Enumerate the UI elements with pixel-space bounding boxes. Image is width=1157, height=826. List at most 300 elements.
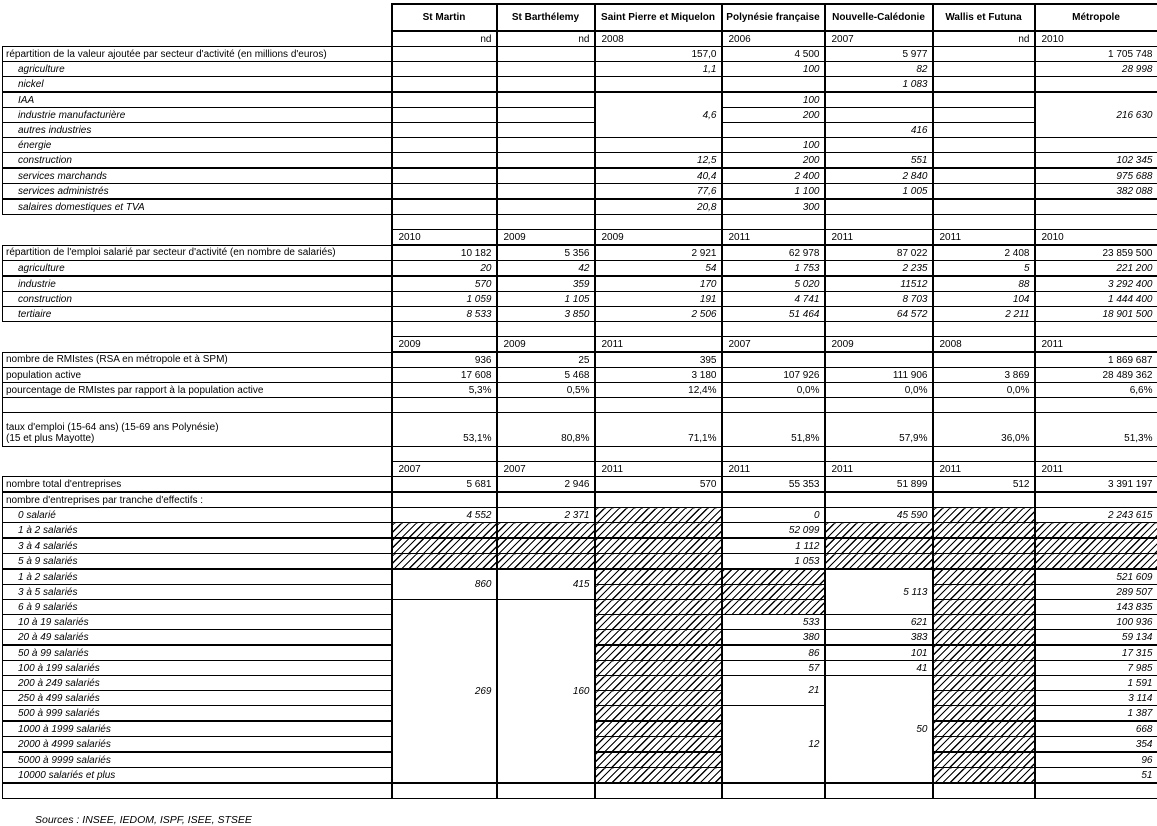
cell: 2011 [595, 337, 722, 353]
cell: 2010 [1035, 230, 1157, 246]
cell: 57,9% [825, 413, 933, 447]
cell [497, 138, 595, 153]
cell: 8 703 [825, 292, 933, 307]
hatched-cell [497, 538, 595, 554]
cell [1035, 322, 1157, 337]
cell: 1 591 [1035, 676, 1157, 691]
cell: 2 235 [825, 261, 933, 277]
table-row [3, 108, 1157, 123]
hatched-cell [933, 523, 1035, 539]
hatched-cell [595, 691, 722, 706]
cell: 7 985 [1035, 661, 1157, 676]
cell: 1,1 [595, 62, 722, 77]
hatched-cell [825, 554, 933, 570]
cell: 12,5 [595, 153, 722, 169]
cell: 1 705 748 [1035, 47, 1157, 62]
cell: 1 112 [722, 538, 825, 554]
table-row [3, 92, 1157, 108]
cell [392, 77, 497, 93]
cell: 143 835 [1035, 600, 1157, 615]
cell: 2007 [722, 337, 825, 353]
row-label: construction [3, 292, 392, 307]
table-row [3, 508, 1157, 523]
cell: 354 [1035, 737, 1157, 753]
row-label: tertiaire [3, 307, 392, 322]
cell: 4 552 [392, 508, 497, 523]
cell [392, 108, 497, 123]
cell [497, 215, 595, 230]
cell: 2 243 615 [1035, 508, 1157, 523]
hatched-cell [933, 661, 1035, 676]
cell [595, 783, 722, 799]
cell: 0,0% [825, 383, 933, 398]
row-label [3, 447, 392, 462]
row-label: répartition de l'emploi salarié par secteur d'activité (en nombre de salariés) [3, 245, 392, 261]
cell [825, 492, 933, 508]
row-label: 2000 à 4999 salariés [3, 737, 392, 753]
cell: 5 468 [497, 368, 595, 383]
cell: 55 353 [722, 477, 825, 493]
row-label: services administrés [3, 184, 392, 200]
cell: 860 [392, 569, 497, 600]
cell [825, 108, 933, 123]
table-row [3, 538, 1157, 554]
cell: 533 [722, 615, 825, 630]
cell [825, 199, 933, 215]
hatched-cell [497, 554, 595, 570]
table-row [3, 307, 1157, 322]
row-label: salaires domestiques et TVA [3, 199, 392, 215]
cell: 36,0% [933, 413, 1035, 447]
cell: 975 688 [1035, 168, 1157, 184]
cell [933, 108, 1035, 123]
cell [392, 47, 497, 62]
cell [933, 138, 1035, 153]
cell [595, 138, 722, 153]
cell [392, 783, 497, 799]
cell: nd [497, 31, 595, 47]
cell: 416 [825, 123, 933, 138]
cell: 18 901 500 [1035, 307, 1157, 322]
cell: 1 105 [497, 292, 595, 307]
cell: 936 [392, 352, 497, 368]
cell [933, 168, 1035, 184]
cell [497, 108, 595, 123]
row-label [3, 31, 392, 47]
hatched-cell [595, 768, 722, 784]
hatched-cell [933, 691, 1035, 706]
cell: 269 [392, 600, 497, 784]
cell [595, 492, 722, 508]
table-row [3, 47, 1157, 62]
row-label: taux d'emploi (15-64 ans) (15-69 ans Polynésie) (15 et plus Mayotte) [3, 413, 392, 447]
hatched-cell [933, 615, 1035, 630]
cell [1035, 138, 1157, 153]
cell: 3 180 [595, 368, 722, 383]
hatched-cell [722, 569, 825, 585]
cell: 2011 [722, 230, 825, 246]
cell: 2009 [825, 337, 933, 353]
table-row [3, 383, 1157, 398]
cell [1035, 783, 1157, 799]
hatched-cell [595, 615, 722, 630]
row-label [3, 337, 392, 353]
cell [497, 447, 595, 462]
cell: 54 [595, 261, 722, 277]
table-row [3, 783, 1157, 799]
hatched-cell [825, 538, 933, 554]
cell [497, 322, 595, 337]
cell: 2011 [1035, 337, 1157, 353]
cell: 1 083 [825, 77, 933, 93]
cell: 5 681 [392, 477, 497, 493]
hatched-cell [392, 523, 497, 539]
table-row [3, 292, 1157, 307]
hatched-cell [497, 523, 595, 539]
cell: 51 899 [825, 477, 933, 493]
table-row [3, 462, 1157, 477]
cell: 2010 [1035, 31, 1157, 47]
row-label [3, 783, 392, 799]
cell: 2011 [595, 462, 722, 477]
cell: 51 464 [722, 307, 825, 322]
cell: 51 [1035, 768, 1157, 784]
cell: 101 [825, 645, 933, 661]
cell: 4 500 [722, 47, 825, 62]
row-label: agriculture [3, 62, 392, 77]
column-header: Wallis et Futuna [933, 4, 1035, 31]
cell: 2011 [825, 462, 933, 477]
cell: 21 [722, 676, 825, 706]
cell: 86 [722, 645, 825, 661]
cell: 0,5% [497, 383, 595, 398]
cell [722, 352, 825, 368]
cell: 102 345 [1035, 153, 1157, 169]
cell: 52 099 [722, 523, 825, 539]
hatched-cell [595, 630, 722, 646]
cell: nd [392, 31, 497, 47]
hatched-cell [595, 645, 722, 661]
hatched-cell [595, 554, 722, 570]
row-label: 5000 à 9999 salariés [3, 752, 392, 768]
table-row [3, 261, 1157, 277]
hatched-cell [595, 538, 722, 554]
hatched-cell [933, 585, 1035, 600]
row-label: 500 à 999 salariés [3, 706, 392, 722]
cell [825, 447, 933, 462]
row-label [3, 398, 392, 413]
table-row [3, 322, 1157, 337]
cell: 2 840 [825, 168, 933, 184]
cell: 12,4% [595, 383, 722, 398]
table-row [3, 337, 1157, 353]
cell [497, 62, 595, 77]
hatched-cell [933, 737, 1035, 753]
table-row [3, 123, 1157, 138]
hatched-cell [933, 538, 1035, 554]
cell: 28 489 362 [1035, 368, 1157, 383]
cell [1035, 492, 1157, 508]
hatched-cell [933, 721, 1035, 737]
hatched-cell [595, 508, 722, 523]
cell: 160 [497, 600, 595, 784]
row-label: population active [3, 368, 392, 383]
cell [825, 215, 933, 230]
hatched-cell [933, 508, 1035, 523]
cell: 25 [497, 352, 595, 368]
cell [392, 168, 497, 184]
territories-statistics-table [2, 3, 1157, 799]
cell: 20 [392, 261, 497, 277]
table-row [3, 352, 1157, 368]
hatched-cell [392, 554, 497, 570]
hatched-cell [595, 523, 722, 539]
cell: 2011 [933, 230, 1035, 246]
cell [722, 77, 825, 93]
cell: 395 [595, 352, 722, 368]
cell [595, 447, 722, 462]
cell [1035, 215, 1157, 230]
cell: 621 [825, 615, 933, 630]
row-label [3, 462, 392, 477]
row-label: 20 à 49 salariés [3, 630, 392, 646]
table-row [3, 569, 1157, 585]
cell: 521 609 [1035, 569, 1157, 585]
cell [933, 492, 1035, 508]
cell: 0 [722, 508, 825, 523]
cell: 157,0 [595, 47, 722, 62]
table-row [3, 230, 1157, 246]
cell: 570 [392, 276, 497, 292]
cell [497, 398, 595, 413]
cell [392, 199, 497, 215]
hatched-cell [933, 706, 1035, 722]
hatched-cell [722, 600, 825, 615]
hatched-cell [595, 585, 722, 600]
cell [825, 138, 933, 153]
cell [497, 92, 595, 108]
cell [392, 398, 497, 413]
cell [933, 153, 1035, 169]
hatched-cell [595, 737, 722, 753]
cell: 64 572 [825, 307, 933, 322]
cell: 71,1% [595, 413, 722, 447]
cell [933, 322, 1035, 337]
column-header: Nouvelle-Calédonie [825, 4, 933, 31]
hatched-cell [933, 569, 1035, 585]
cell [825, 398, 933, 413]
cell: 100 [722, 138, 825, 153]
cell: 1 869 687 [1035, 352, 1157, 368]
cell: 5 977 [825, 47, 933, 62]
cell: 191 [595, 292, 722, 307]
hatched-cell [392, 538, 497, 554]
cell: 2009 [392, 337, 497, 353]
row-label: 6 à 9 salariés [3, 600, 392, 615]
cell [595, 77, 722, 93]
cell [497, 492, 595, 508]
cell [722, 783, 825, 799]
cell: 104 [933, 292, 1035, 307]
row-label: nombre de RMIstes (RSA en métropole et à SPM) [3, 352, 392, 368]
cell: 8 533 [392, 307, 497, 322]
row-label: 100 à 199 salariés [3, 661, 392, 676]
row-label: 10000 salariés et plus [3, 768, 392, 784]
row-label: 250 à 499 salariés [3, 691, 392, 706]
cell: 668 [1035, 721, 1157, 737]
hatched-cell [595, 661, 722, 676]
table-row [3, 276, 1157, 292]
cell [825, 92, 933, 108]
row-label: construction [3, 153, 392, 169]
row-label [3, 230, 392, 246]
table-row [3, 492, 1157, 508]
cell [1035, 398, 1157, 413]
cell: 2 921 [595, 245, 722, 261]
row-label: agriculture [3, 261, 392, 277]
cell: 1 753 [722, 261, 825, 277]
cell: 2010 [392, 230, 497, 246]
cell: 380 [722, 630, 825, 646]
cell: 45 590 [825, 508, 933, 523]
cell: 2 506 [595, 307, 722, 322]
cell: 82 [825, 62, 933, 77]
cell [392, 123, 497, 138]
cell: nd [933, 31, 1035, 47]
row-label: IAA [3, 92, 392, 108]
cell: 1 053 [722, 554, 825, 570]
cell: 221 200 [1035, 261, 1157, 277]
cell [933, 447, 1035, 462]
cell [825, 352, 933, 368]
cell [722, 447, 825, 462]
cell: 570 [595, 477, 722, 493]
table-row [3, 62, 1157, 77]
cell: 100 [722, 62, 825, 77]
cell: 41 [825, 661, 933, 676]
cell: 100 [722, 92, 825, 108]
cell: 107 926 [722, 368, 825, 383]
table-row [3, 447, 1157, 462]
cell: 5 113 [825, 569, 933, 615]
cell: 51,3% [1035, 413, 1157, 447]
cell: 3 292 400 [1035, 276, 1157, 292]
row-label: pourcentage de RMIstes par rapport à la population active [3, 383, 392, 398]
cell [825, 783, 933, 799]
cell: 23 859 500 [1035, 245, 1157, 261]
cell: 2009 [497, 230, 595, 246]
cell [497, 77, 595, 93]
cell: 40,4 [595, 168, 722, 184]
table-row [3, 4, 1157, 31]
cell: 1 059 [392, 292, 497, 307]
row-label: 1000 à 1999 salariés [3, 721, 392, 737]
cell: 4 741 [722, 292, 825, 307]
row-label: 0 salarié [3, 508, 392, 523]
cell: 10 182 [392, 245, 497, 261]
table-row [3, 477, 1157, 493]
row-label: autres industries [3, 123, 392, 138]
cell: 2011 [933, 462, 1035, 477]
cell: 200 [722, 108, 825, 123]
hatched-cell [595, 676, 722, 691]
cell: 6,6% [1035, 383, 1157, 398]
column-header: Polynésie française [722, 4, 825, 31]
cell: 2009 [595, 230, 722, 246]
hatched-cell [933, 768, 1035, 784]
table-row [3, 398, 1157, 413]
corner-cell [3, 4, 392, 31]
cell [933, 77, 1035, 93]
hatched-cell [1035, 554, 1157, 570]
row-label: services marchands [3, 168, 392, 184]
cell: 2007 [825, 31, 933, 47]
cell: 2008 [933, 337, 1035, 353]
cell: 2 371 [497, 508, 595, 523]
cell [933, 352, 1035, 368]
sources-note: Sources : INSEE, IEDOM, ISPF, ISEE, STSEE [35, 814, 1157, 826]
cell: 4,6 [595, 92, 722, 138]
table-row [3, 245, 1157, 261]
row-label: 1 à 2 salariés [3, 523, 392, 539]
cell: 2011 [722, 462, 825, 477]
cell: 100 936 [1035, 615, 1157, 630]
row-label: 3 à 4 salariés [3, 538, 392, 554]
cell: 1 005 [825, 184, 933, 200]
cell: 77,6 [595, 184, 722, 200]
hatched-cell [825, 523, 933, 539]
table-row [3, 153, 1157, 169]
cell: 170 [595, 276, 722, 292]
cell [933, 398, 1035, 413]
table-row [3, 215, 1157, 230]
cell: 300 [722, 199, 825, 215]
cell: 12 [722, 706, 825, 784]
cell: 551 [825, 153, 933, 169]
cell: 42 [497, 261, 595, 277]
cell: 28 998 [1035, 62, 1157, 77]
cell: 59 134 [1035, 630, 1157, 646]
cell: 2 211 [933, 307, 1035, 322]
row-label: nombre total d'entreprises [3, 477, 392, 493]
cell [722, 492, 825, 508]
cell: 2 408 [933, 245, 1035, 261]
hatched-cell [1035, 523, 1157, 539]
cell: 2006 [722, 31, 825, 47]
row-label: 50 à 99 salariés [3, 645, 392, 661]
cell: 1 100 [722, 184, 825, 200]
cell [497, 47, 595, 62]
cell: 1 387 [1035, 706, 1157, 722]
cell [1035, 447, 1157, 462]
cell: 216 630 [1035, 92, 1157, 138]
cell: 2009 [497, 337, 595, 353]
cell: 359 [497, 276, 595, 292]
cell: 111 906 [825, 368, 933, 383]
cell [933, 92, 1035, 108]
cell [497, 153, 595, 169]
row-label [3, 322, 392, 337]
table-row [3, 138, 1157, 153]
table-row [3, 168, 1157, 184]
hatched-cell [595, 600, 722, 615]
cell [933, 47, 1035, 62]
column-header: Métropole [1035, 4, 1157, 31]
table-row [3, 368, 1157, 383]
cell: 62 978 [722, 245, 825, 261]
cell: 2011 [1035, 462, 1157, 477]
hatched-cell [1035, 538, 1157, 554]
